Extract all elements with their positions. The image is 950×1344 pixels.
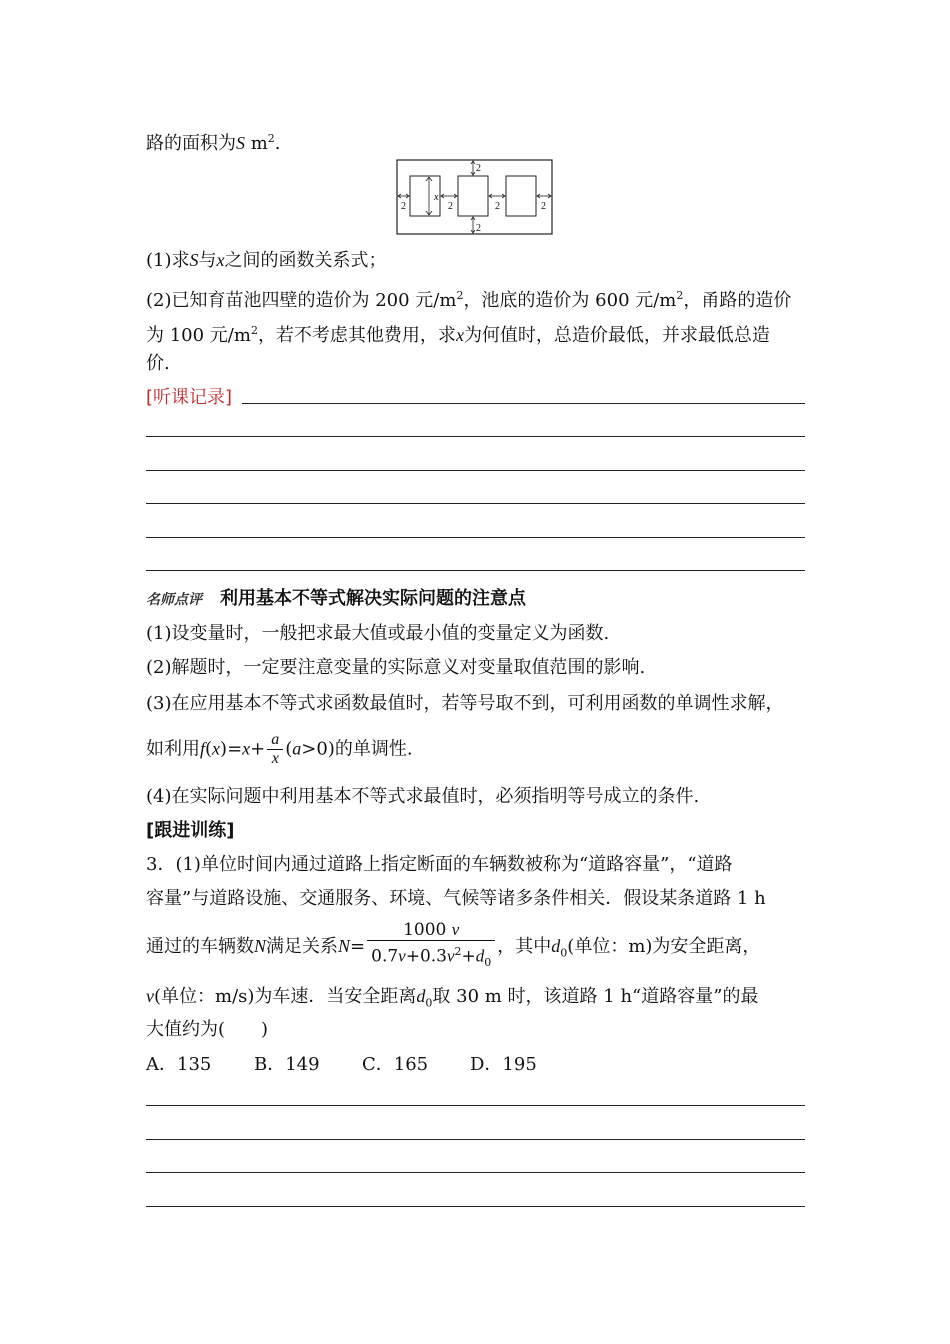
tips-text: + bbox=[250, 738, 266, 760]
q2-text: 价. bbox=[146, 353, 170, 374]
plus: + bbox=[461, 946, 476, 967]
q3-text: 满足关系 bbox=[266, 936, 339, 958]
q2-text: ，若不考虑其他费用，求 bbox=[257, 325, 456, 346]
superscript: 2 bbox=[676, 289, 684, 302]
tips-point-4: (4)在实际问题中利用基本不等式求最值时，必须指明等号成立的条件. bbox=[146, 786, 700, 807]
choice-b: B．149 bbox=[254, 1054, 320, 1075]
q1-mid: 与 bbox=[198, 250, 217, 271]
q3-text: = bbox=[350, 936, 366, 958]
q3-line-5: 大值约为( ) bbox=[146, 1019, 269, 1040]
q3-line-2: 容量”与道路设施、交通服务、环境、气候等诸多条件相关．假设某条道路 1 h bbox=[146, 888, 766, 909]
intro-text: 路的面积为 bbox=[146, 133, 236, 154]
superscript: 2 bbox=[454, 945, 462, 958]
tips-text: ( bbox=[285, 738, 293, 760]
var-a: a bbox=[292, 738, 302, 759]
garden-diagram bbox=[396, 159, 556, 237]
question-1 bbox=[146, 248, 387, 273]
var-x: x bbox=[242, 738, 251, 759]
notes-rule bbox=[146, 436, 805, 437]
q2-text: 为 100 元/m bbox=[146, 325, 251, 346]
tips-point-1: (1)设变量时，一般把求最大值或最小值的变量定义为函数. bbox=[146, 623, 610, 644]
subscript: 0 bbox=[560, 946, 568, 960]
capacity-fraction bbox=[367, 920, 495, 974]
frac-numerator: a bbox=[271, 731, 280, 748]
var-x: x bbox=[455, 325, 464, 345]
tips-text: 如利用 bbox=[146, 738, 200, 760]
num-1000: 1000 bbox=[403, 920, 447, 940]
superscript: 2 bbox=[250, 324, 258, 337]
tips-text: >0)的单调性. bbox=[301, 738, 413, 760]
question-2-line-2 bbox=[146, 319, 770, 348]
coef: 0.7 bbox=[371, 946, 399, 967]
q3-text: (单位：m)为安全距离， bbox=[567, 936, 761, 958]
notes-rule bbox=[146, 503, 805, 504]
answer-rule bbox=[146, 1105, 805, 1106]
var-v: v bbox=[451, 920, 460, 939]
unit-m: m bbox=[245, 133, 268, 154]
tips-text: )= bbox=[220, 738, 243, 760]
answer-rule bbox=[146, 1139, 805, 1140]
question-2-line-3 bbox=[146, 352, 170, 376]
var-v: v bbox=[398, 946, 406, 966]
q1-prefix: (1)求 bbox=[146, 250, 190, 271]
choice-a: A．135 bbox=[146, 1054, 212, 1075]
var-v: v bbox=[447, 946, 455, 966]
var-v: v bbox=[146, 986, 154, 1006]
dim-2-left: 2 bbox=[401, 201, 406, 212]
coef: +0.3 bbox=[405, 946, 447, 967]
var-f: f bbox=[200, 738, 206, 759]
var-N: N bbox=[338, 936, 351, 957]
choice-c: C．165 bbox=[362, 1054, 429, 1075]
subscript: 0 bbox=[484, 956, 492, 970]
x-label: x bbox=[434, 192, 439, 203]
notes-rule bbox=[146, 570, 805, 571]
tips-point-3-cont bbox=[146, 731, 413, 768]
notes-rule bbox=[242, 403, 805, 404]
dim-2-mid-right: 2 bbox=[495, 201, 500, 212]
outer-rect bbox=[397, 160, 552, 234]
tips-heading bbox=[146, 587, 526, 612]
tips-tag: 名师点评 bbox=[146, 592, 202, 608]
pool-middle bbox=[458, 176, 488, 216]
var-d: d bbox=[475, 946, 485, 966]
q2-text: ，甬路的造价 bbox=[683, 290, 792, 311]
var-S: S bbox=[236, 133, 245, 153]
tips-text: ( bbox=[205, 738, 213, 760]
notes-rule bbox=[146, 470, 805, 471]
q3-text: 通过的车辆数 bbox=[146, 936, 254, 958]
q2-text: ，池底的造价为 600 元/m bbox=[463, 290, 677, 311]
answer-rule bbox=[146, 1206, 805, 1207]
practice-label: [跟进训练] bbox=[146, 820, 235, 841]
var-S: S bbox=[189, 250, 199, 270]
notes-rule bbox=[146, 537, 805, 538]
q3-line-3 bbox=[146, 920, 760, 979]
answer-rule bbox=[146, 1172, 805, 1173]
frac-denominator bbox=[367, 940, 495, 974]
q2-text: (2)已知育苗池四壁的造价为 200 元/m bbox=[146, 290, 457, 311]
var-N: N bbox=[254, 936, 267, 957]
q3-line-4 bbox=[146, 984, 758, 1016]
subscript: 0 bbox=[425, 996, 433, 1010]
question-2-line-1 bbox=[146, 284, 791, 313]
superscript: 2 bbox=[456, 289, 464, 302]
notes-label: [听课记录] bbox=[146, 387, 233, 408]
tips-title: 利用基本不等式解决实际问题的注意点 bbox=[220, 588, 526, 609]
fraction-a-over-x bbox=[267, 731, 283, 768]
tips-point-3: (3)在应用基本不等式求函数最值时，若等号取不到，可利用函数的单调性求解， bbox=[146, 693, 784, 714]
pool-right bbox=[506, 176, 536, 216]
dim-2-right: 2 bbox=[541, 201, 546, 212]
var-x: x bbox=[216, 250, 225, 270]
q3-text: ，其中 bbox=[497, 936, 552, 958]
dim-2-bottom: 2 bbox=[476, 223, 481, 234]
superscript: 2 bbox=[267, 132, 275, 145]
dim-2-mid-left: 2 bbox=[448, 201, 453, 212]
period: . bbox=[274, 133, 281, 154]
var-x: x bbox=[212, 738, 221, 759]
var-d: d bbox=[416, 986, 426, 1006]
choice-d: D．195 bbox=[470, 1054, 537, 1075]
q3-text: (单位：m/s)为车速．当安全距离 bbox=[154, 986, 417, 1007]
q3-line-1: 3．(1)单位时间内通过道路上指定断面的车辆数被称为“道路容量”，“道路 bbox=[146, 854, 733, 875]
frac-numerator bbox=[367, 920, 495, 940]
dim-2-top: 2 bbox=[476, 163, 481, 174]
q2-text: 为何值时，总造价最低，并求最低总造 bbox=[463, 325, 770, 346]
frac-denominator: x bbox=[267, 749, 283, 768]
tips-point-2: (2)解题时，一定要注意变量的实际意义对变量取值范围的影响. bbox=[146, 657, 646, 678]
var-d: d bbox=[551, 936, 561, 957]
q3-text: 取 30 m 时，该道路 1 h“道路容量”的最 bbox=[432, 986, 759, 1007]
intro-line bbox=[146, 127, 281, 156]
q1-suffix: 之间的函数关系式； bbox=[224, 250, 387, 271]
